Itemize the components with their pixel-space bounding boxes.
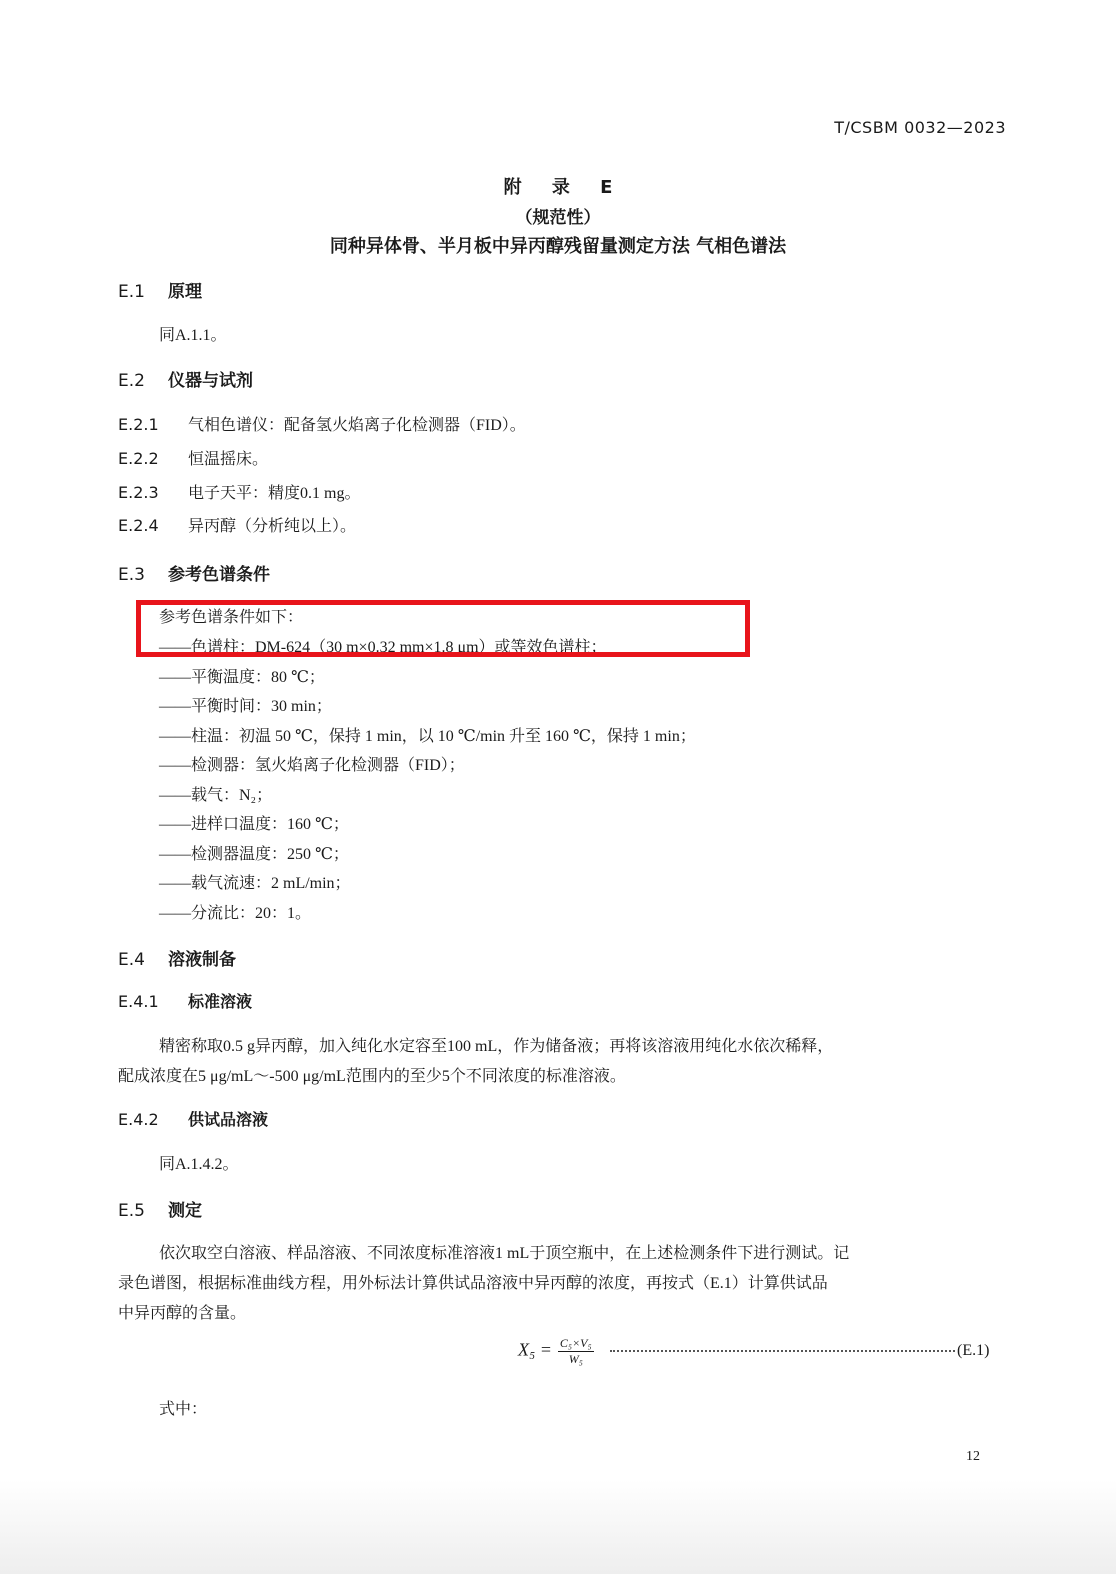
subsection-e2-2 [118,446,268,469]
section-heading-e3 [118,560,270,585]
section-title: 仪器与试剂 [168,371,253,391]
subsection-e2-4 [118,513,356,536]
subsection-e2-1 [118,412,526,435]
condition-item: ——进样口温度：160 ℃； [159,816,349,833]
section-title: 测定 [168,1201,202,1221]
paragraph-line: 精密称取0.5 g异丙醇，加入纯化水定容至100 mL，作为储备液；再将该溶液用纯化水依次稀释， [159,1038,834,1055]
formula-leader-dots [610,1342,955,1352]
subsection-title: 供试品溶液 [188,1110,269,1129]
subsection-text: 电子天平：精度0.1 mg。 [188,485,361,502]
section-title: 溶液制备 [168,950,236,970]
condition-item: ——载气流速：2 mL/min； [159,875,351,892]
section-number: E.4 [118,950,145,970]
condition-item: ——检测器：氢火焰离子化检测器（FID）； [159,757,465,774]
equation-number: (E.1) [957,1342,990,1359]
formula-denominator: W₅ [568,1352,583,1366]
subsection-number: E.2.1 [118,415,159,434]
annex-title: 附 录 E [503,177,625,198]
subsection-heading-e4-1 [118,989,252,1012]
formula-numerator: C₅×V₅ [559,1336,592,1350]
subsection-number: E.2.4 [118,516,159,535]
subsection-title: 标准溶液 [188,992,253,1011]
section-number: E.5 [118,1201,145,1221]
subsection-number: E.4.1 [118,992,159,1011]
subsection-number: E.4.2 [118,1110,159,1129]
section-number: E.2 [118,371,145,391]
section-heading-e5 [118,1196,202,1221]
highlight-box [136,600,750,657]
subsection-heading-e4-2 [118,1107,268,1130]
paragraph-line: 录色谱图，根据标准曲线方程，用外标法计算供试品溶液中异丙醇的浓度，再按式（E.1）计算供试品 [118,1275,828,1292]
section-heading-e2 [118,366,253,391]
formula-lhs: X₅ = [518,1339,552,1360]
condition-item: ——载气：N₂； [159,787,273,804]
paragraph-line: 同A.1.4.2。 [159,1156,239,1173]
section-heading-e1 [118,277,202,302]
section-number: E.1 [118,282,145,302]
subsection-text: 异丙醇（分析纯以上）。 [188,518,357,535]
section-title: 原理 [168,282,202,302]
formula [518,1336,594,1367]
paragraph-line: 中异丙醇的含量。 [118,1305,247,1322]
subsection-number: E.2.3 [118,483,159,502]
section-title: 参考色谱条件 [168,565,270,585]
page-number: 12 [966,1449,980,1464]
condition-item: ——柱温：初温 50 ℃，保持 1 min，以 10 ℃/min 升至 160 ℃，保持 1 min； [159,728,696,745]
formula-fraction [558,1336,594,1367]
condition-item: ——平衡时间：30 min； [159,698,332,715]
annex-name: 同种异体骨、半月板中异丙醇残留量测定方法 气相色谱法 [329,236,787,257]
condition-item: ——色谱柱：DM-624（30 m×0.32 mm×1.8 μm）或等效色谱柱； [159,639,607,656]
where-label: 式中： [159,1401,208,1418]
conditions-intro: 参考色谱条件如下： [159,609,304,626]
condition-item: ——检测器温度：250 ℃； [159,846,349,863]
annex-type: （规范性） [515,208,601,228]
condition-item: ——分流比：20：1。 [159,905,312,922]
section-number: E.3 [118,565,145,585]
subsection-e2-3 [118,480,360,503]
paragraph-line: 依次取空白溶液、样品溶液、不同浓度标准溶液1 mL于顶空瓶中，在上述检测条件下进行测试。记 [159,1245,850,1262]
section-heading-e4 [118,945,236,970]
section-text-e1: 同A.1.1。 [159,327,227,344]
paragraph-line: 配成浓度在5 μg/mL～-500 μg/mL范围内的至少5个不同浓度的标准溶液。 [118,1068,626,1085]
condition-item: ——平衡温度：80 ℃； [159,669,325,686]
subsection-text: 恒温摇床。 [188,451,269,468]
document-number: T/CSBM 0032—2023 [834,118,1006,137]
subsection-number: E.2.2 [118,449,159,468]
subsection-text: 气相色谱仪：配备氢火焰离子化检测器（FID）。 [188,417,526,434]
